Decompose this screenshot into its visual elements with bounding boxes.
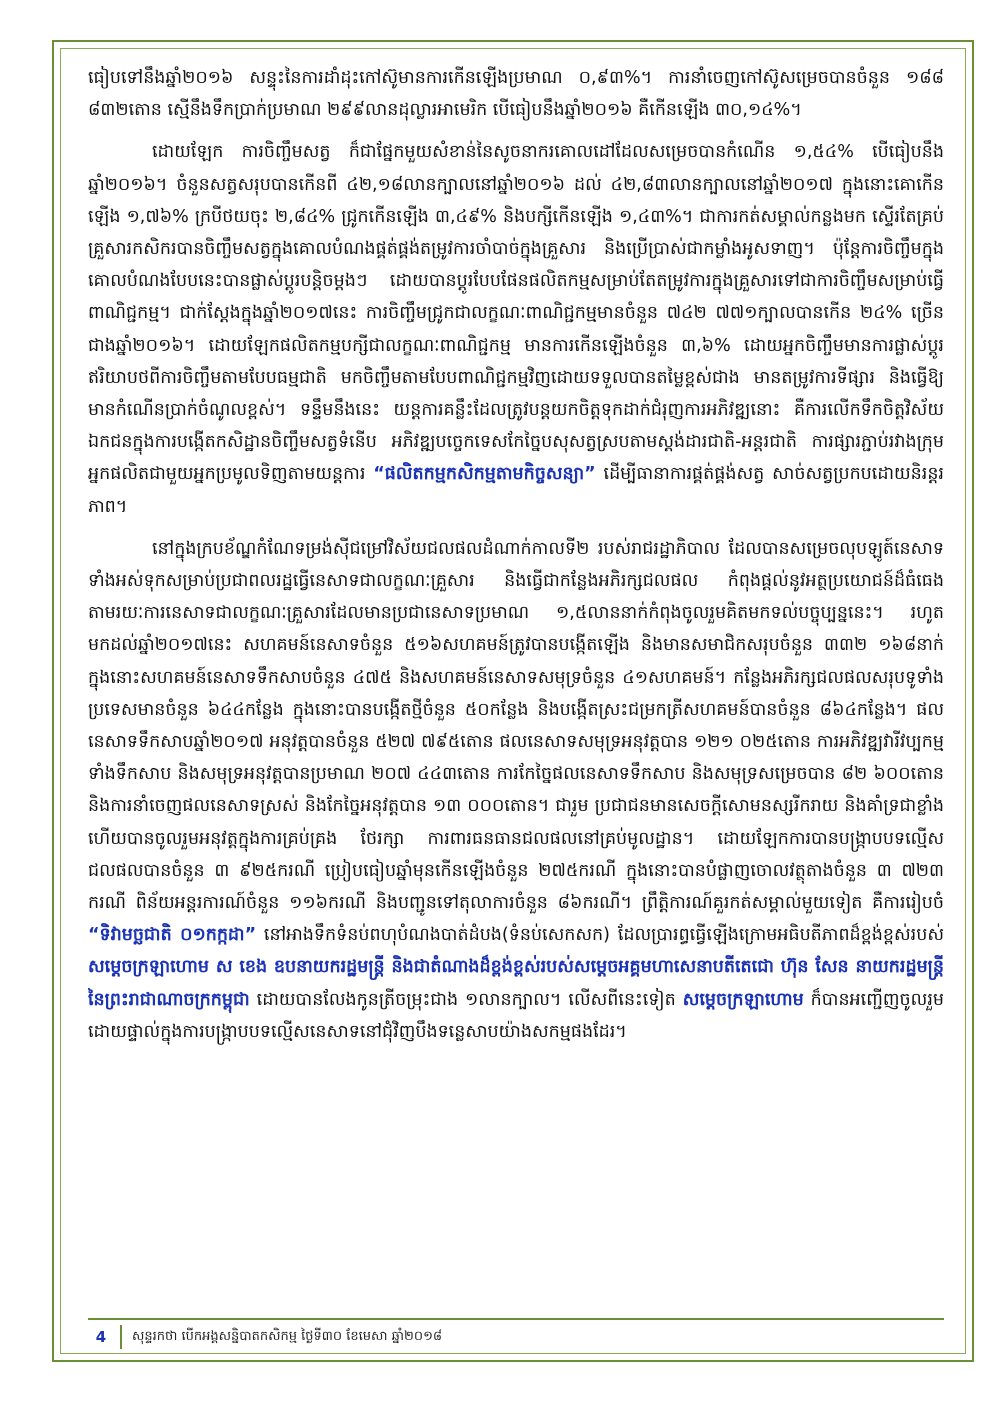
paragraph-text: ដោយបានលែងកូនត្រីចម្រុះជាង ១លានក្បាល។ លើសពីនេះទៀត xyxy=(249,989,683,1010)
paragraph-text: នៅអាងទឹកទំនប់ពហុបំណងបាត់ដំបង(ទំនប់សេកសក) ដែលប្រារព្ធធ្វើឡើងក្រោមអធិបតីភាពដ៏ខ្ពង់ខ្ពស់របស់ xyxy=(256,925,944,946)
paragraph-text: ដោយឡែក ការចិញ្ចឹមសត្វ ក៏ជាផ្នែកមួយសំខាន់នៃសូចនាករគោលដៅដែលសម្រេចបានកំណើន ១,៥៤% បើធៀបនឹងឆ្នាំ២០១៦។ ចំនួនសត្វសរុបបានកើនពី ៤២,១៨លានក្បាលនៅឆ្នាំ២០១៦ ដល់ ៤២,៨៣លានក្បាលនៅឆ្នាំ២០១៧ ក្នុងនោះគោកើនឡើង ១,៧៦% ក្របីថយចុះ ២,៨៤% ជ្រូកកើនឡើង ៣,៤៩% និងបក្សីកើនឡើង ១,៤៣%។ ជាការកត់សម្គាល់កន្លងមក ស្ទើរតែគ្រប់គ្រួសារកសិករបានចិញ្ចឹមសត្វក្នុងគោលបំណងផ្គត់ផ្គង់តម្រូវការចាំបាច់ក្នុងគ្រួសារ និងប្រើប្រាស់ជាកម្លាំងអូសទាញ។ ប៉ុន្តែការចិញ្ចឹមក្នុងគោលបំណងបែបនេះបានផ្លាស់ប្តូរបន្តិចម្តងៗ ដោយបានប្តូរបែបផែនផលិតកម្មសម្រាប់តែតម្រូវការក្នុងគ្រួសារទៅជាការចិញ្ចឹមសម្រាប់ធ្វើពាណិជ្ជកម្ម។ ជាក់ស្តែងក្នុងឆ្នាំ២០១៧នេះ ការចិញ្ចឹមជ្រូកជាលក្ខណៈពាណិជ្ជកម្មមានចំនួន ៧៤២ ៧៧១ក្បាលបានកើន ២៤% ច្រើនជាងឆ្នាំ២០១៦។ ដោយឡែកផលិតកម្មបក្សីជាលក្ខណៈពាណិជ្ជកម្ម មានការកើនឡើងចំនួន ៣,៦% ដោយអ្នកចិញ្ចឹមមានការផ្លាស់ប្តូរឥរិយាបថពីការចិញ្ចឹមតាមបែបធម្មជាតិ មកចិញ្ចឹមតាមបែបពាណិជ្ជកម្មវិញដោយទទួលបានតម្លៃខ្ពស់ជាង មានតម្រូវការទីផ្សារ និងធ្វើឱ្យមានកំណើនប្រាក់ចំណូលខ្ពស់។ ទន្ទឹមនឹងនេះ យន្តការគន្លឹះដែលត្រូវបន្តយកចិត្តទុកដាក់ជំរុញការអភិវឌ្ឍនោះ គឺការលើកទឹកចិត្តវិស័យឯកជនក្នុងការបង្កើតកសិដ្ឋានចិញ្ចឹមសត្វទំនើប អភិវឌ្ឍបច្ចេកទេសកែច្នៃបសុសត្វស្របតាមស្តង់ដារជាតិ-អន្តរជាតិ ការផ្សារភ្ជាប់រវាងក្រុមអ្នកផលិតជាមួយអ្នកប្រមូលទិញតាមយន្តការ xyxy=(88,142,944,485)
paragraph xyxy=(88,136,944,522)
footer-rule xyxy=(88,1318,944,1320)
paragraph-text: ក៏បានអញ្ជើញចូលរួមដោយផ្ទាល់ក្នុងការបង្ក្រាបបទល្មើសនេសាទនៅជុំវិញបឹងទន្លេសាបយ៉ាងសកម្មផងដែរ។ xyxy=(88,989,944,1042)
highlighted-text: “ផលិតកម្មកសិកម្មតាមកិច្ចសន្យា” xyxy=(373,464,596,485)
footer-caption: សុន្ទរកថា បើកអង្គសន្និបាតកសិកម្ម ថ្ងៃទី៣០ ខែមេសា ឆ្នាំ២០១៨ xyxy=(132,1328,443,1344)
page-number: 4 xyxy=(95,1328,107,1346)
highlighted-text: សម្តេចក្រឡាហោម ស ខេង ឧបនាយករដ្ឋមន្ត្រី និងជាតំណាងដ៏ខ្ពង់ខ្ពស់របស់សម្តេចអគ្គមហាសេនាបតីតេជោ ហ៊ុន សែន នាយករដ្ឋមន្ត្រីនៃព្រះរាជាណាចក្រកម្ពុជា xyxy=(88,957,944,1010)
highlighted-text: សម្តេចក្រឡាហោម xyxy=(682,989,804,1010)
page-footer xyxy=(88,1322,944,1352)
highlighted-text: “ទិវាមច្ឆជាតិ ០១កក្កដា” xyxy=(88,925,257,946)
paragraph-text: ធៀបទៅនឹងឆ្នាំ២០១៦ សន្ទុះនៃការដាំដុះកៅស៊ូមានការកើនឡើងប្រមាណ ០,៩៣%។ ការនាំចេញកៅស៊ូសម្រេចបានចំនួន ១៨៨ ៨៣២តោន ស្មើនឹងទឹកប្រាក់ប្រមាណ ២៩៩លានដុល្លារអាមេរិក បើធៀបនឹងឆ្នាំ២០១៦ គឺកើនឡើង ៣០,១៤%។ xyxy=(88,68,944,121)
paragraph-text: ដើម្បីធានាការផ្គត់ផ្គង់សត្វ សាច់សត្វប្រកបដោយនិរន្តរភាព។ xyxy=(88,464,944,517)
footer-divider xyxy=(120,1325,122,1349)
paragraph-text: នៅក្នុងក្របខ័ណ្ឌកំណែទម្រង់ស៊ីជម្រៅវិស័យជលផលដំណាក់កាលទី២ របស់រាជរដ្ឋាភិបាល ដែលបានសម្រេចលុបឡូត៍នេសាទទាំងអស់ទុកសម្រាប់ប្រជាពលរដ្ឋធ្វើនេសាទជាលក្ខណៈគ្រួសារ និងធ្វើជាកន្លែងអភិរក្សជលផល កំពុងផ្តល់នូវអត្ថប្រយោជន៍ដ៏ធំធេងតាមរយៈការនេសាទជាលក្ខណៈគ្រួសារដែលមានប្រជានេសាទប្រមាណ ១,៥លាននាក់កំពុងចូលរួមគិតមកទល់បច្ចុប្បន្ននេះ។ រហូតមកដល់ឆ្នាំ២០១៧នេះ សហគមន៍នេសាទចំនួន ៥១៦សហគមន៍ត្រូវបានបង្កើតឡើង និងមានសមាជិកសរុបចំនួន ៣៣២ ១៦៨នាក់ ក្នុងនោះសហគមន៍នេសាទទឹកសាបចំនួន ៤៧៥ និងសហគមន៍នេសាទសមុទ្រចំនួន ៤១សហគមន៍។ កន្លែងអភិរក្សជលផលសរុបទូទាំងប្រទេសមានចំនួន ៦៤៤កន្លែង ក្នុងនោះបានបង្កើតថ្មីចំនួន ៥០កន្លែង និងបង្កើតស្រះជម្រកត្រីសហគមន៍បានចំនួន ៨៦៤កន្លែង។ ផលនេសាទទឹកសាបឆ្នាំ២០១៧ អនុវត្តបានចំនួន ៥២៧ ៧៩៥តោន ផលនេសាទសមុទ្រអនុវត្តបាន ១២១ ០២៥តោន ការអភិវឌ្ឍវារីវប្បកម្មទាំងទឹកសាប និងសមុទ្រអនុវត្តបានប្រមាណ ២០៧ ៤៤៣តោន ការកែច្នៃផលនេសាទទឹកសាប និងសមុទ្រសម្រេចបាន ៨២ ៦០០តោន និងការនាំចេញផលនេសាទស្រស់ និងកែច្នៃអនុវត្តបាន ១៣ ០០០តោន។ ជារួម ប្រជាជនមានសេចក្តីសោមនស្សរីករាយ និងគាំទ្រជាខ្លាំងហើយបានចូលរួមអនុវត្តក្នុងការគ្រប់គ្រង ថែរក្សា ការពារធនធានជលផលនៅគ្រប់មូលដ្ឋាន។ ដោយឡែកការបានបង្ក្រាបបទល្មើសជលផលបានចំនួន ៣ ៩២៥ករណី ប្រៀបធៀបឆ្នាំមុនកើនឡើងចំនួន ២៧៥ករណី ក្នុងនោះបានបំផ្លាញចោលវត្ថុតាងចំនួន ៣ ៧២៣ ករណី ពិន័យអន្តរការណ៍ចំនួន ១១៦ករណី និងបញ្ជូនទៅតុលាការចំនួន ៨៦ករណី។ ព្រឹត្តិការណ៍គួរកត់សម្គាល់មួយទៀត គឺការរៀបចំ xyxy=(88,538,944,914)
paragraph xyxy=(88,62,944,126)
paragraph xyxy=(88,533,944,1048)
document-body xyxy=(88,62,944,1302)
